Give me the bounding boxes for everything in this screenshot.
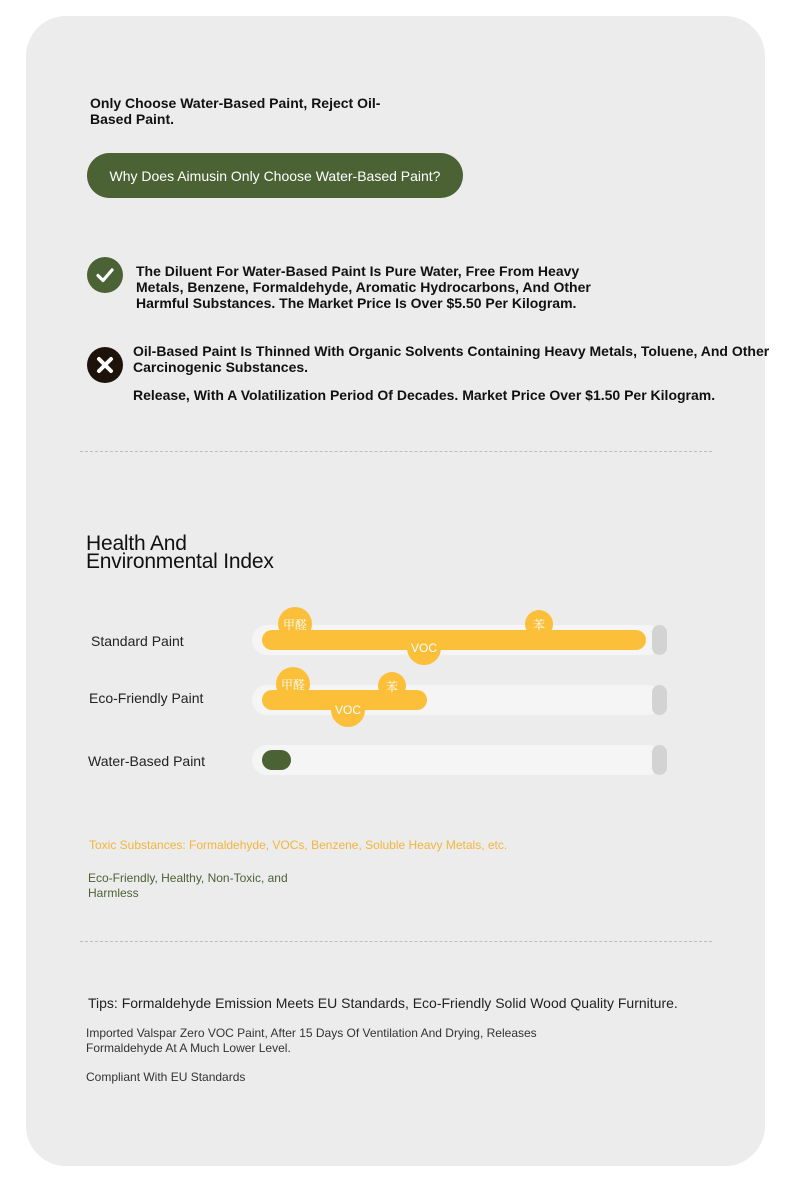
check-mark-icon xyxy=(94,264,116,286)
headline: Only Choose Water-Based Paint, Reject Oil-Based Paint. xyxy=(90,95,381,127)
row-label-eco: Eco-Friendly Paint xyxy=(89,690,204,706)
oil-based-price: Release, With A Volatilization Period Of Decades. Market Price Over $1.50 Per Kilogram. xyxy=(133,387,716,403)
divider xyxy=(80,451,712,452)
section-title: Health And Environmental Index xyxy=(86,532,274,573)
fill-standard xyxy=(262,630,646,650)
tips-body: Imported Valspar Zero VOC Paint, After 15 Days Of Ventilation And Drying, Releases Formaldehyde At A Much Lower Level. xyxy=(86,1026,537,1055)
x-circle-icon xyxy=(87,347,123,383)
voc-bubble: VOC xyxy=(331,693,365,727)
legend-toxic: Toxic Substances: Formaldehyde, VOCs, Benzene, Soluble Heavy Metals, etc. xyxy=(89,838,508,852)
row-label-water: Water-Based Paint xyxy=(88,753,205,769)
cross-mark-icon xyxy=(94,354,116,376)
voc-bubble: VOC xyxy=(407,631,441,665)
track-cap xyxy=(652,625,667,655)
check-circle-icon xyxy=(87,257,123,293)
benzene-bubble: 苯 xyxy=(525,610,553,638)
tips-compliance: Compliant With EU Standards xyxy=(86,1070,246,1084)
fill-water xyxy=(262,750,291,770)
row-label-standard: Standard Paint xyxy=(91,633,184,649)
divider xyxy=(80,941,712,942)
track-cap xyxy=(652,745,667,775)
why-water-based-button[interactable]: Why Does Aimusin Only Choose Water-Based Paint? xyxy=(87,153,463,198)
oil-based-description: Oil-Based Paint Is Thinned With Organic Solvents Containing Heavy Metals, Toluene, And Other Carcinogenic Substances. xyxy=(133,343,770,375)
benzene-bubble: 苯 xyxy=(378,672,406,700)
legend-eco: Eco-Friendly, Healthy, Non-Toxic, and Harmless xyxy=(88,871,288,900)
track-cap xyxy=(652,685,667,715)
formaldehyde-bubble: 甲醛 xyxy=(278,607,312,641)
tips-title: Tips: Formaldehyde Emission Meets EU Standards, Eco-Friendly Solid Wood Quality Furniture. xyxy=(88,995,678,1011)
track-water xyxy=(252,745,662,775)
formaldehyde-bubble: 甲醛 xyxy=(276,667,310,701)
water-based-description: The Diluent For Water-Based Paint Is Pure Water, Free From Heavy Metals, Benzene, Formaldehyde, Aromatic Hydrocarbons, And Other Harmful Substances. The Market Price Is Over $5.50 Per Kilogram. xyxy=(136,263,591,311)
